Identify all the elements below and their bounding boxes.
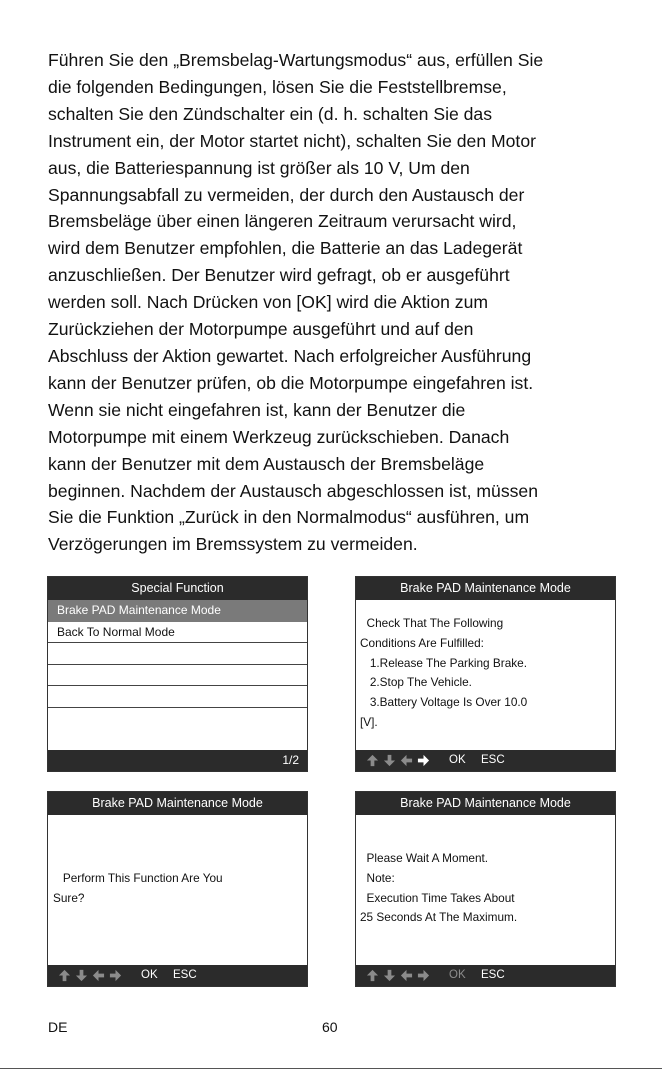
paragraph-line: Motorpumpe mit einem Werkzeug zurückschieben. Danach (48, 426, 510, 447)
message-line: Execution Time Takes About (360, 890, 515, 905)
message-line: [V]. (360, 714, 378, 729)
menu-item-brake-pad-maintenance[interactable]: Brake PAD Maintenance Mode (48, 600, 307, 622)
menu-list (48, 600, 307, 750)
screen-title: Brake PAD Maintenance Mode (356, 792, 615, 815)
arrow-down-icon[interactable] (383, 969, 396, 982)
arrow-down-icon[interactable] (75, 969, 88, 982)
paragraph-line: werden soll. Nach Drücken von [OK] wird die Aktion zum (48, 292, 489, 313)
arrow-left-icon[interactable] (92, 969, 105, 982)
screen-footer (356, 750, 615, 771)
ok-button[interactable]: OK (449, 969, 466, 981)
paragraph-line: Führen Sie den „Bremsbelag-Wartungsmodus“ aus, erfüllen Sie (48, 50, 544, 70)
page-indicator: 1/2 (282, 753, 299, 767)
screen-message (356, 600, 615, 750)
arrow-up-icon[interactable] (58, 969, 71, 982)
screen-conditions (355, 576, 616, 772)
arrow-right-icon[interactable] (417, 754, 430, 767)
arrow-down-icon[interactable] (383, 754, 396, 767)
message-line: Perform This Function Are You (53, 871, 223, 885)
paragraph-line: Spannungsabfall zu vermeiden, der durch den Austausch der (48, 184, 525, 205)
paragraph-line: kann der Benutzer mit dem Austausch der Bremsbeläge (48, 453, 485, 474)
language-label: DE (48, 1019, 68, 1035)
screen-confirm (47, 791, 308, 987)
ok-button[interactable]: OK (141, 969, 158, 981)
message-line: Sure? (53, 890, 85, 905)
screen-footer (356, 965, 615, 986)
screen-message (48, 815, 307, 965)
message-line: Conditions Are Fulfilled: (360, 635, 484, 650)
arrow-left-icon[interactable] (400, 969, 413, 982)
paragraph-line: Instrument ein, der Motor startet nicht), schalten Sie den Motor (48, 130, 536, 151)
paragraph-line: aus, die Batteriespannung ist größer als 10 V, Um den (48, 157, 470, 178)
arrow-right-icon[interactable] (109, 969, 122, 982)
message-line: 2.Stop The Vehicle. (360, 675, 472, 690)
screen-message (356, 815, 615, 965)
menu-item-empty (48, 686, 307, 708)
screen-title: Special Function (48, 577, 307, 600)
screen-wait (355, 791, 616, 987)
menu-item-empty (48, 665, 307, 687)
arrow-up-icon[interactable] (366, 969, 379, 982)
screen-title: Brake PAD Maintenance Mode (356, 577, 615, 600)
ok-button[interactable]: OK (449, 754, 466, 766)
esc-button[interactable]: ESC (173, 969, 197, 981)
paragraph-line: Abschluss der Aktion gewartet. Nach erfolgreicher Ausführung (48, 345, 532, 366)
screen-footer (48, 965, 307, 986)
paragraph-line: Zurückziehen der Motorpumpe ausgeführt und auf den (48, 319, 474, 340)
paragraph-line: beginnen. Nachdem der Austausch abgeschlossen ist, müssen (48, 480, 538, 501)
esc-button[interactable]: ESC (481, 969, 505, 981)
menu-item-empty (48, 643, 307, 665)
message-line: Note: (360, 870, 395, 885)
bottom-divider (0, 1068, 662, 1069)
arrow-left-icon[interactable] (400, 754, 413, 767)
paragraph-line: wird dem Benutzer empfohlen, die Batterie an das Ladegerät (48, 238, 523, 259)
message-line: Check That The Following (360, 616, 504, 630)
body-paragraph (48, 47, 623, 558)
paragraph-line: anzuschließen. Der Benutzer wird gefragt, ob er ausgeführt (48, 265, 510, 286)
paragraph-line: schalten Sie den Zündschalter ein (d. h. schalten Sie das (48, 103, 493, 124)
message-line: 1.Release The Parking Brake. (360, 655, 527, 670)
message-line: 25 Seconds At The Maximum. (360, 910, 518, 925)
arrow-right-icon[interactable] (417, 969, 430, 982)
paragraph-line: Verzögerungen im Bremssystem zu vermeiden. (48, 534, 418, 555)
arrow-up-icon[interactable] (366, 754, 379, 767)
paragraph-line: Wenn sie nicht eingefahren ist, kann der Benutzer die (48, 399, 466, 420)
paragraph-line: die folgenden Bedingungen, lösen Sie die Feststellbremse, (48, 76, 507, 97)
message-line: Please Wait A Moment. (360, 851, 489, 865)
paragraph-line: kann der Benutzer prüfen, ob die Motorpumpe eingefahren ist. (48, 372, 534, 393)
esc-button[interactable]: ESC (481, 754, 505, 766)
menu-item-back-to-normal[interactable]: Back To Normal Mode (48, 622, 307, 644)
screen-title: Brake PAD Maintenance Mode (48, 792, 307, 815)
page-number: 60 (322, 1019, 338, 1035)
screen-footer (48, 750, 307, 771)
screen-special-function (47, 576, 308, 772)
paragraph-line: Sie die Funktion „Zurück in den Normalmodus“ ausführen, um (48, 507, 530, 528)
message-line: 3.Battery Voltage Is Over 10.0 (360, 695, 528, 710)
paragraph-line: Bremsbeläge über einen längeren Zeitraum verursacht wird, (48, 211, 517, 232)
